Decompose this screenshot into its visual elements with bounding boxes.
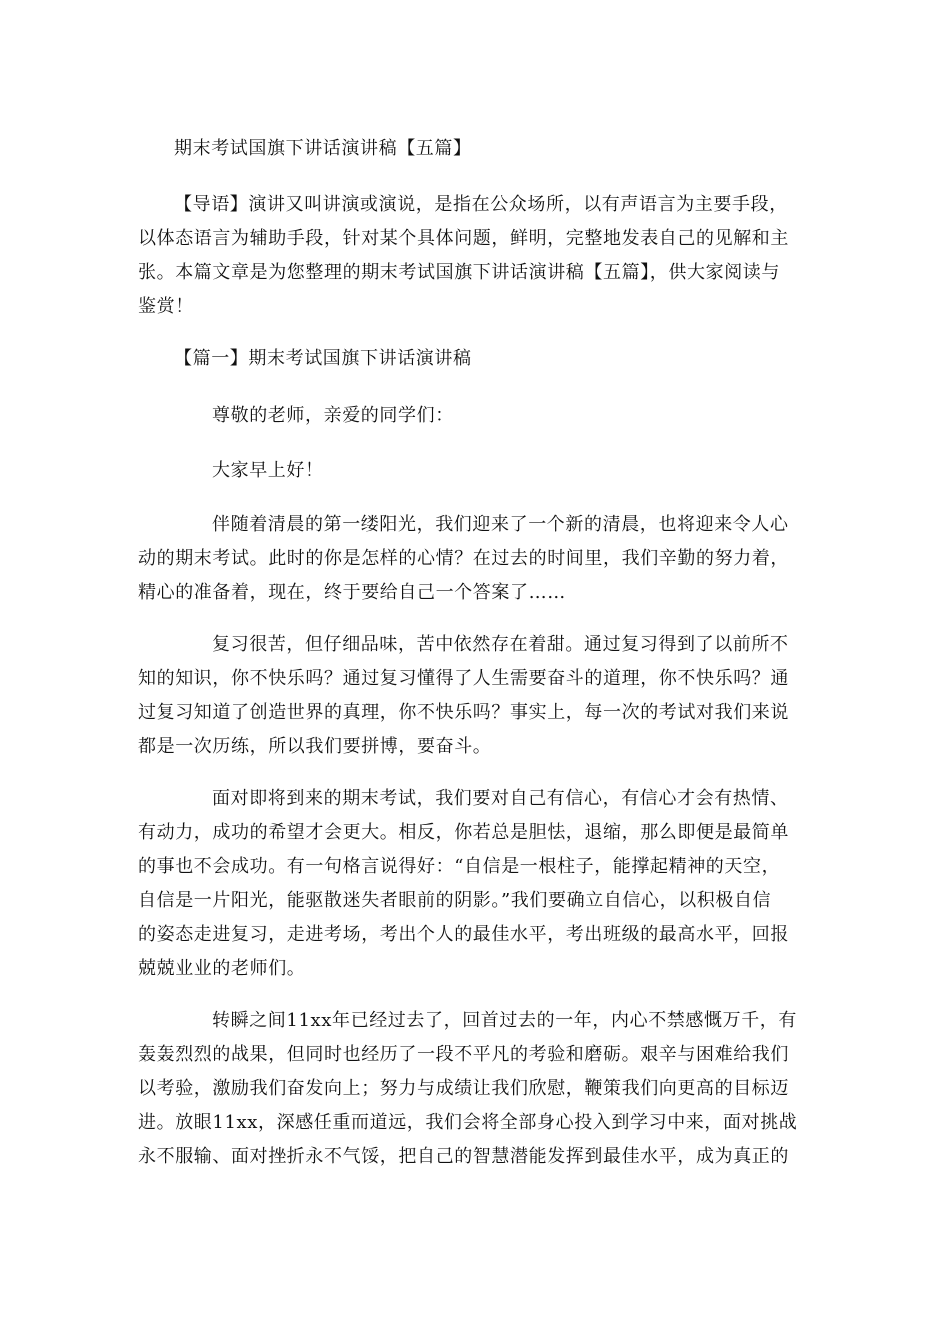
paragraph-line: 以考验，激励我们奋发向上；努力与成绩让我们欣慰，鞭策我们向更高的目标迈 xyxy=(138,1078,789,1099)
paragraph-line: 都是一次历练，所以我们要拼博，要奋斗。 xyxy=(138,736,492,757)
intro-line: 以体态语言为辅助手段，针对某个具体问题，鲜明，完整地发表自己的见解和主 xyxy=(138,228,789,249)
intro-line: 【导语】演讲又叫讲演或演说，是指在公众场所，以有声语言为主要手段， xyxy=(174,194,788,215)
paragraph-line: 的事也不会成功。有一句格言说得好：“自信是一根柱子，能撑起精神的天空， xyxy=(138,856,781,877)
intro-line: 鉴赏！ xyxy=(138,296,194,317)
paragraph-line: 精心的准备着，现在，终于要给自己一个答案了…… xyxy=(138,582,566,603)
paragraph-line: 有动力，成功的希望才会更大。相反，你若总是胆怯，退缩，那么即便是最简单 xyxy=(138,822,789,843)
salutation: 尊敬的老师，亲爱的同学们： xyxy=(212,405,454,426)
paragraph-line: 的姿态走进复习，走进考场，考出个人的最佳水平，考出班级的最高水平，回报 xyxy=(138,924,789,945)
document-title: 期末考试国旗下讲话演讲稿【五篇】 xyxy=(174,138,472,159)
paragraph-line: 复习很苦，但仔细品味，苦中依然存在着甜。通过复习得到了以前所不 xyxy=(212,634,789,655)
paragraph-line: 动的期末考试。此时的你是怎样的心情？在过去的时间里，我们辛勤的努力着， xyxy=(138,548,789,569)
paragraph-line: 自信是一片阳光，能驱散迷失者眼前的阴影。”我们要确立自信心，以积极自信 xyxy=(138,890,772,911)
paragraph-line: 永不服输、面对挫折永不气馁，把自己的智慧潜能发挥到最佳水平，成为真正的 xyxy=(138,1146,789,1167)
paragraph-line: 轰轰烈烈的战果，但同时也经历了一段不平凡的考验和磨砺。艰辛与困难给我们 xyxy=(138,1044,789,1065)
paragraph-line: 面对即将到来的期末考试，我们要对自己有信心，有信心才会有热情、 xyxy=(212,788,789,809)
intro-line: 张。本篇文章是为您整理的期末考试国旗下讲话演讲稿【五篇】，供大家阅读与 xyxy=(138,262,780,283)
paragraph-line: 进。放眼11xx，深感任重而道远，我们会将全部身心投入到学习中来，面对挑战 xyxy=(138,1112,798,1133)
paragraph-line: 知的知识，你不快乐吗？通过复习懂得了人生需要奋斗的道理，你不快乐吗？通 xyxy=(138,668,789,689)
paragraph-line: 兢兢业业的老师们。 xyxy=(138,958,306,979)
greeting: 大家早上好！ xyxy=(212,460,324,481)
section-heading: 【篇一】期末考试国旗下讲话演讲稿 xyxy=(174,348,472,369)
paragraph-line: 伴随着清晨的第一缕阳光，我们迎来了一个新的清晨，也将迎来令人心 xyxy=(212,514,789,535)
paragraph-line: 转瞬之间11xx年已经过去了，回首过去的一年，内心不禁感慨万千，有 xyxy=(212,1010,798,1031)
paragraph-line: 过复习知道了创造世界的真理，你不快乐吗？事实上，每一次的考试对我们来说 xyxy=(138,702,789,723)
